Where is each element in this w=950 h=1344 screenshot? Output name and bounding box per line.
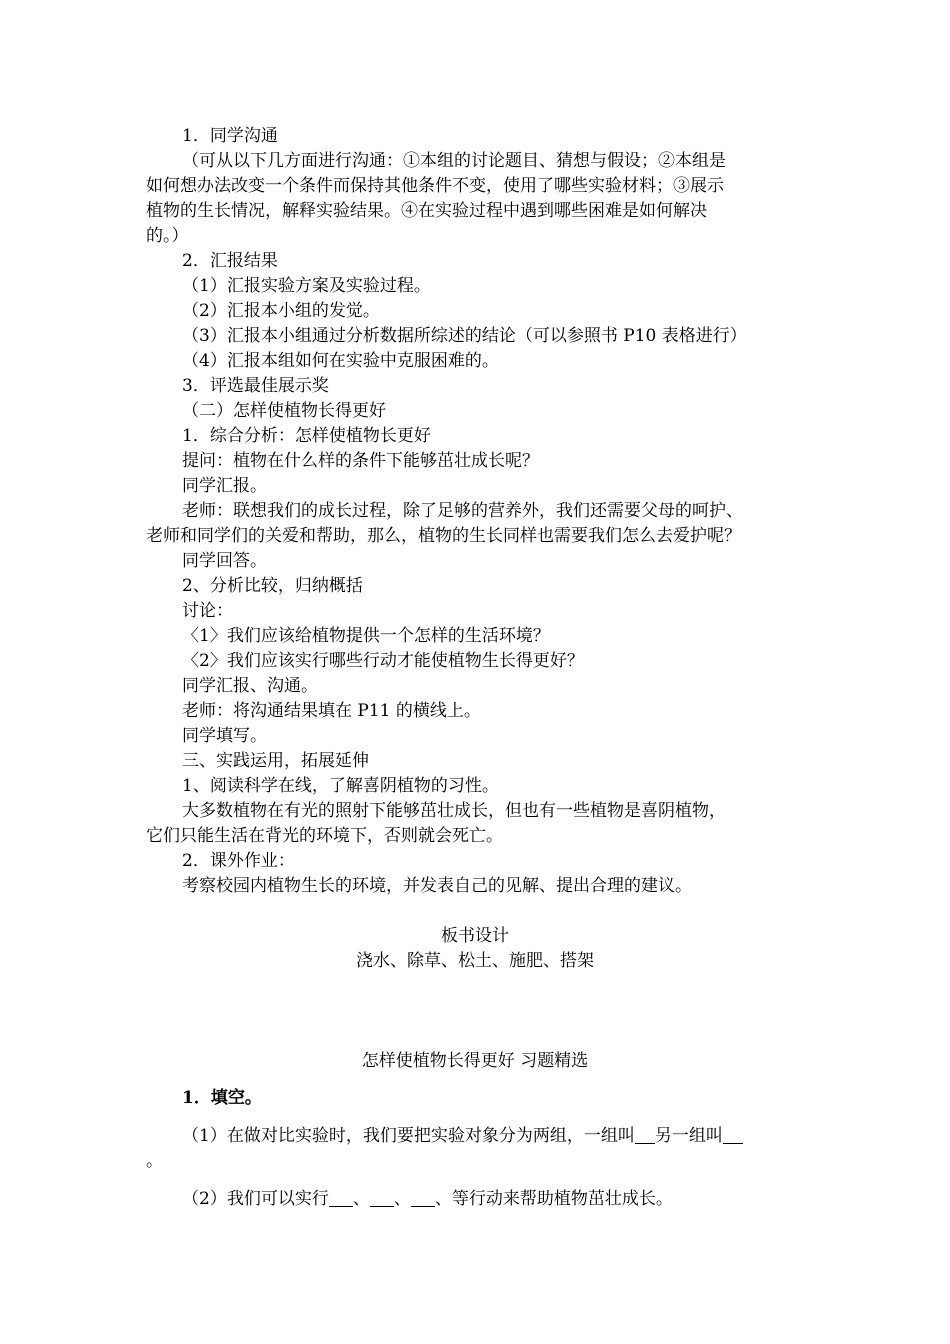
paragraph-line: 老师：将沟通结果填在 P11 的横线上。 bbox=[182, 701, 481, 721]
heading-report: 2．汇报结果 bbox=[182, 251, 278, 271]
list-item: （3）汇报本小组通过分析数据所综述的结论（可以参照书 P10 表格进行） bbox=[182, 326, 747, 346]
list-item: 〈1〉我们应该给植物提供一个怎样的生活环境？ bbox=[182, 626, 550, 646]
paragraph-line: 2、分析比较，归纳概括 bbox=[182, 576, 363, 596]
paragraph-line: 讨论： bbox=[182, 601, 233, 621]
answer-blank[interactable] bbox=[723, 1125, 743, 1144]
paragraph-line: 大多数植物在有光的照射下能够茁壮成长，但也有一些植物是喜阴植物， bbox=[182, 801, 726, 821]
list-item: （4）汇报本组如何在实验中克服困难的。 bbox=[182, 351, 499, 371]
paragraph-line: 它们只能生活在背光的环境下，否则就会死亡。 bbox=[146, 826, 503, 846]
answer-blank[interactable] bbox=[635, 1125, 655, 1144]
paragraph-line: 2．课外作业： bbox=[182, 851, 295, 871]
paragraph-line: 提问：植物在什么样的条件下能够茁壮成长呢？ bbox=[182, 451, 539, 471]
list-item: 〈2〉我们应该实行哪些行动才能使植物生长得更好？ bbox=[182, 651, 584, 671]
paragraph-line: 1．综合分析：怎样使植物长更好 bbox=[182, 426, 431, 446]
question-text: 、 bbox=[352, 1189, 370, 1209]
paragraph-line: 植物的生长情况，解释实验结果。④在实验过程中遇到哪些困难是如何解决 bbox=[146, 201, 707, 221]
question-text: 、 bbox=[393, 1189, 411, 1209]
paragraph-line: 1、阅读科学在线，了解喜阴植物的习性。 bbox=[182, 776, 499, 796]
list-item: （1）汇报实验方案及实验过程。 bbox=[182, 276, 431, 296]
section-title: （二）怎样使植物长得更好 bbox=[182, 401, 386, 421]
question-1-2 bbox=[0, 1187, 950, 1211]
paragraph-line: 考察校园内植物生长的环境，并发表自己的见解、提出合理的建议。 bbox=[182, 876, 692, 896]
answer-blank[interactable] bbox=[370, 1188, 394, 1207]
question-text: （1）在做对比实验时，我们要把实验对象分为两组，一组叫 bbox=[182, 1126, 635, 1146]
question-1-1-end: 。 bbox=[146, 1151, 163, 1171]
question-text: （2）我们可以实行 bbox=[182, 1189, 329, 1209]
paragraph-line: 老师：联想我们的成长过程，除了足够的营养外，我们还需要父母的呵护、 bbox=[182, 501, 743, 521]
paragraph-line: 同学填写。 bbox=[182, 726, 267, 746]
paragraph-line: 同学回答。 bbox=[182, 551, 267, 571]
question-1-1 bbox=[0, 1124, 950, 1148]
heading-award: 3．评选最佳展示奖 bbox=[182, 376, 329, 396]
board-design-content: 浇水、除草、松土、施肥、搭架 bbox=[356, 951, 594, 971]
answer-blank[interactable] bbox=[329, 1188, 353, 1207]
exercise-title: 怎样使植物长得更好 习题精选 bbox=[361, 1051, 589, 1071]
question-heading: 1．填空。 bbox=[182, 1088, 262, 1108]
list-item: （2）汇报本小组的发觉。 bbox=[182, 301, 380, 321]
paragraph-line: 如何想办法改变一个条件而保持其他条件不变，使用了哪些实验材料；③展示 bbox=[146, 176, 724, 196]
heading-communication: 1．同学沟通 bbox=[182, 126, 278, 146]
board-design-title: 板书设计 bbox=[441, 926, 509, 946]
answer-blank[interactable] bbox=[411, 1188, 435, 1207]
question-text: 、等行动来帮助植物茁壮成长。 bbox=[434, 1189, 673, 1209]
paragraph-line: （可从以下几方面进行沟通：①本组的讨论题目、猜想与假设；②本组是 bbox=[182, 151, 726, 171]
paragraph-line: 的。） bbox=[146, 226, 189, 246]
paragraph-line: 同学汇报、沟通。 bbox=[182, 676, 318, 696]
paragraph-line: 老师和同学们的关爱和帮助，那么，植物的生长同样也需要我们怎么去爱护呢？ bbox=[146, 526, 741, 546]
section-title: 三、实践运用，拓展延伸 bbox=[182, 751, 369, 771]
question-text: 另一组叫 bbox=[654, 1126, 723, 1146]
paragraph-line: 同学汇报。 bbox=[182, 476, 267, 496]
